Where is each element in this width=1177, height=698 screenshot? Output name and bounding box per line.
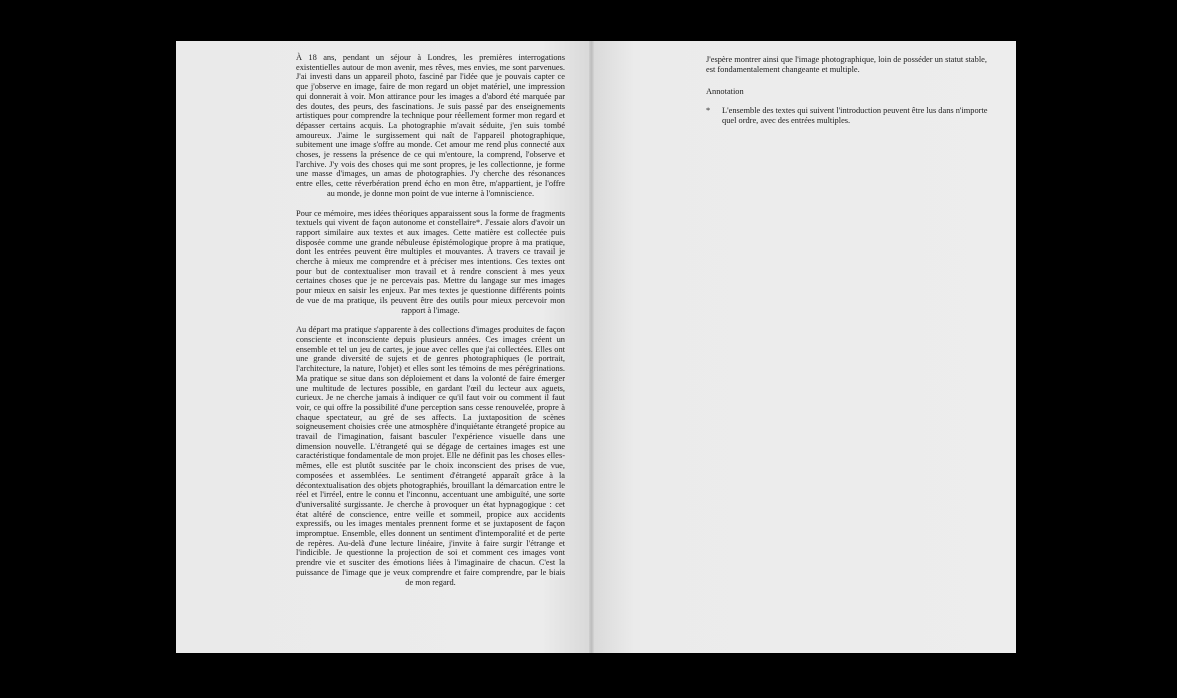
paragraph-practice: Au départ ma pratique s'apparente à des collections d'images produites de façon consciente et inconsciente depuis plusieurs années. Ces images créent un ensemble et tel un jeu de cartes, je joue avec celles que j'ai collectées. Elles ont une grande diversité de sujets et de genres photographiques (le portrait, l'architecture, la nature, l'objet) et elles sont les témoins de mes pérégrinations. Ma pratique se situe dans son déploiement et dans la volonté de faire émerger une multitude de lectures possible, en gardant l'œil du lecteur aux aguets, curieux. Je ne cherche jamais à indiquer ce qu'il faut voir ou comment il faut voir, ce qui offre la possibilité d'une perception sans cesse renouvelée, propre à chaque spectateur, au gré de ses affects. La juxtaposition de scènes soigneusement choisies crée une atmosphère d'inquiétante étrangeté propice au travail de l'imagination, faisant basculer l'expérience visuelle dans une dimension nouvelle. L'étrangeté qui se dégage de certaines images est une caractéristique fondamentale de mon projet. Elle ne définit pas les choses elles-mêmes, elle est plutôt suscitée par le choix inconscient des prises de vue, composées et assemblées. Le sentiment d'étrangeté apparaît grâce à la décontextualisation des objets photographiés, brouillant la démarcation entre le réel et l'irréel, entre le connu et l'inconnu, accentuant une ambiguïté, une sorte d'universalité surgissante. Je cherche à provoquer un état hypnagogique : cet état altéré de conscience, entre veille et sommeil, propice aux accidents expressifs, ou les images mentales prennent forme et se juxtaposent de façon impromptue. Ensemble, elles donnent un sentiment d'intemporalité et de perte de repères. Au-delà d'une lecture linéaire, j'invite à faire surgir l'étrange et l'indicible. Je questionne la projection de soi et comment ces images vont prendre vie et susciter des émotions liées à l'imaginaire de chacun. C'est la puissance de l'image que je veux comprendre et faire comprendre, par le biais de mon regard. <box>296 325 565 587</box>
paragraph-intro: À 18 ans, pendant un séjour à Londres, les premières interrogations existentielles autour de mon avenir, mes rêves, mes envies, me sont parvenues. J'ai investi dans un appareil photo, fasciné par l'idée que je pouvais capter ce que j'observe en image, faire de mon regard un objet matériel, une impression qui donnerait à voir. Mon attirance pour les images a d'abord été marquée par des doutes, des peurs, des fascinations. Je suis passé par des enseignements artistiques pour comprendre la technique pour réellement former mon regard et dépasser certains acquis. La photographie m'avait séduite, j'en suis tombé amoureux. J'aime le surgissement qui naît de l'appareil photographique, subitement une image s'offre au monde. Cet amour me rend plus connecté aux choses, je ressens la présence de ce qui m'entoure, la comprend, l'observe et l'archive. J'y vois des choses qui me sont propres, je les collectionne, je forme une masse d'images, un amas de photographies. J'y cherche des résonances entre elles, cette réverbération prend écho en mon être, m'appartient, je l'offre au monde, je donne mon point de vue interne à l'omniscience. <box>296 53 565 198</box>
footnote-mark: * <box>706 106 711 115</box>
closing-paragraph: J'espère montrer ainsi que l'image photographique, loin de posséder un statut stable, est fondamentalement changeante et multiple. <box>706 55 987 74</box>
paragraph-memoire: Pour ce mémoire, mes idées théoriques apparaissent sous la forme de fragments textuels qui vivent de façon autonome et constellaire*. J'essaie alors d'avoir un rapport similaire aux textes et aux images. Cette matière est collectée puis disposée comme une grande nébuleuse épistémologique propre à ma pratique, dont les entrées peuvent être multiples et mouvantes. À travers ce travail je cherche à mieux me comprendre et à préciser mes intentions. Ces textes ont pour but de contextualiser mon travail et à rendre conscient à mes yeux certaines choses que je ne percevais pas. Mettre du langage sur mes images pour mieux en saisir les enjeux. Par mes textes je questionne différents points de vue de ma pratique, ils peuvent être des outils pour mieux percevoir mon rapport à l'image. <box>296 208 565 315</box>
right-page <box>592 41 1016 653</box>
footnote-text: L'ensemble des textes qui suivent l'introduction peuvent être lus dans n'importe quel ordre, avec des entrées multiples. <box>722 106 988 125</box>
left-text-column <box>296 53 565 597</box>
footnote <box>706 106 991 126</box>
annotation-heading: Annotation <box>706 87 744 96</box>
right-text-column <box>706 55 991 126</box>
book-gutter <box>589 41 594 653</box>
